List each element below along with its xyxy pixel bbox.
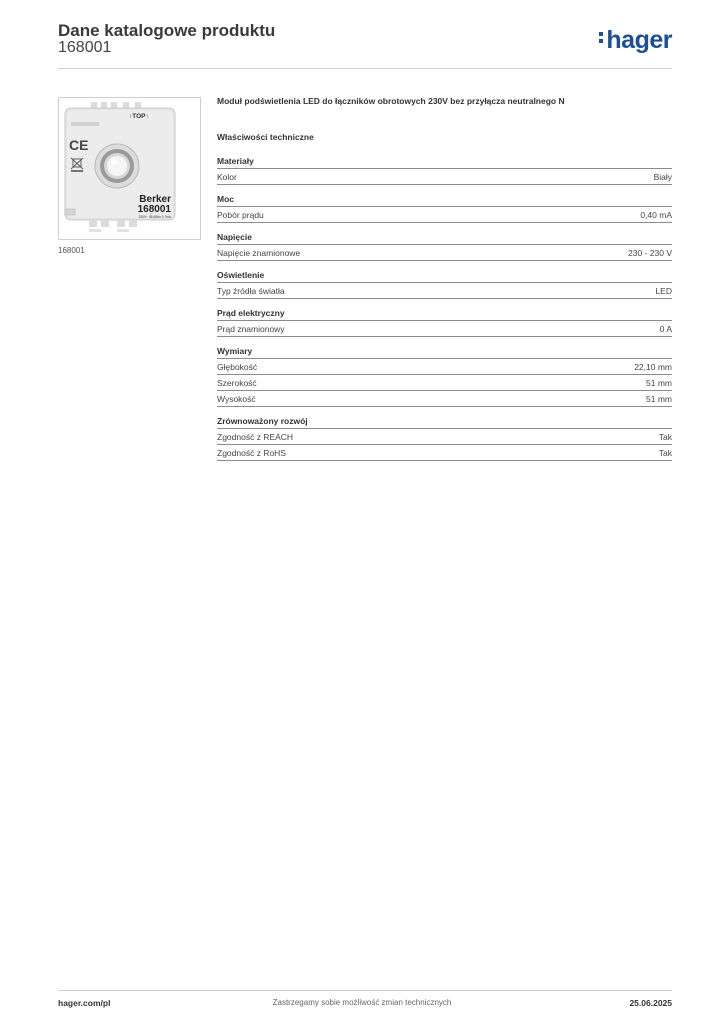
product-number: 168001 bbox=[58, 39, 112, 56]
header-divider bbox=[58, 68, 672, 69]
property-value: 230 - 230 V bbox=[628, 248, 672, 258]
property-label: Zgodność z REACH bbox=[217, 432, 294, 442]
footer-date: 25.06.2025 bbox=[629, 998, 672, 1008]
property-label: Pobór prądu bbox=[217, 210, 264, 220]
group-title: Prąd elektryczny bbox=[217, 308, 672, 321]
top-label: ↑TOP↑ bbox=[129, 113, 149, 120]
property-value: Biały bbox=[653, 172, 672, 182]
property-row bbox=[217, 391, 672, 407]
property-value: LED bbox=[655, 286, 672, 296]
property-row bbox=[217, 283, 672, 299]
technical-properties-heading: Właściwości techniczne bbox=[217, 132, 314, 142]
model-text: 168001 bbox=[137, 204, 171, 215]
property-label: Prąd znamionowy bbox=[217, 324, 285, 334]
property-value: 51 mm bbox=[646, 378, 672, 388]
property-value: 0 A bbox=[659, 324, 672, 334]
property-value: 51 mm bbox=[646, 394, 672, 404]
brand-text: Berker bbox=[139, 194, 171, 205]
product-module-illustration bbox=[59, 98, 200, 239]
property-value: Tak bbox=[658, 432, 672, 442]
product-image bbox=[58, 97, 201, 240]
hager-logo bbox=[599, 28, 672, 53]
group-title: Materiały bbox=[217, 156, 672, 169]
property-value: Tak bbox=[658, 448, 672, 458]
property-row bbox=[217, 359, 672, 375]
group-title: Moc bbox=[217, 194, 672, 207]
image-caption: 168001 bbox=[58, 246, 85, 255]
property-row bbox=[217, 169, 672, 185]
spec-text: 230V~ 45-65Hz 0,7mA bbox=[138, 215, 171, 219]
product-details bbox=[217, 96, 672, 461]
property-row bbox=[217, 429, 672, 445]
product-description: Moduł podświetlenia LED do łączników obrotowych 230V bez przyłącza neutralnego N bbox=[217, 96, 565, 106]
group-title: Napięcie bbox=[217, 232, 672, 245]
property-label: Szerokość bbox=[217, 378, 257, 388]
property-label: Wysokość bbox=[217, 394, 256, 404]
property-label: Typ źródła światła bbox=[217, 286, 285, 296]
property-value: 0,40 mA bbox=[640, 210, 672, 220]
document-title: Dane katalogowe produktu bbox=[58, 21, 276, 40]
footer-notice: Zastrzegamy sobie możliwość zmian technicznych bbox=[272, 998, 452, 1007]
property-value: 22,10 mm bbox=[634, 362, 672, 372]
property-label: Napięcie znamionowe bbox=[217, 248, 301, 258]
property-row bbox=[217, 445, 672, 461]
property-row bbox=[217, 321, 672, 337]
logo-colon-icon bbox=[599, 29, 604, 46]
property-row bbox=[217, 375, 672, 391]
property-row bbox=[217, 245, 672, 261]
property-row bbox=[217, 207, 672, 223]
group-title: Zrównoważony rozwój bbox=[217, 416, 672, 429]
ce-mark-icon: CE bbox=[69, 137, 89, 153]
property-label: Głębokość bbox=[217, 362, 258, 372]
group-title: Wymiary bbox=[217, 346, 672, 359]
property-label: Kolor bbox=[217, 172, 237, 182]
logo-text: hager bbox=[606, 26, 672, 54]
footer-divider bbox=[58, 990, 672, 991]
property-label: Zgodność z RoHS bbox=[217, 448, 286, 458]
group-title: Oświetlenie bbox=[217, 270, 672, 283]
footer-website-link[interactable]: hager.com/pl bbox=[58, 998, 111, 1008]
